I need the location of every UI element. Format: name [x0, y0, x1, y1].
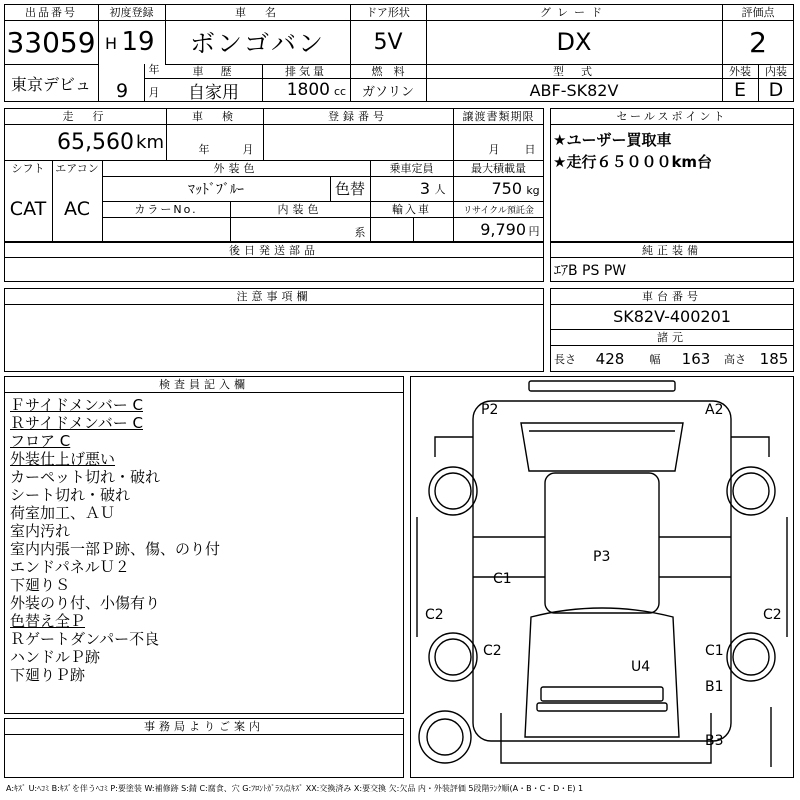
chassis-label: 車台番号	[642, 290, 702, 303]
car-name: ボンゴバン	[189, 29, 325, 58]
mark-a2: A2	[705, 402, 724, 418]
grade-label: グレード	[540, 6, 608, 19]
mark-c2-left: C2	[425, 607, 444, 623]
legend: A:ｷｽﾞ U:ﾍｺﾐ B:ｷｽﾞを伴うﾍｺﾐ P:要塗装 W:補修跡 S:錆 C:腐食、穴 G:ﾌﾛﾝﾄｶﾞﾗｽ点ｷｽﾞ XX:交換済み X:要交換 欠:欠品 内・外装評価 5段階ﾗﾝｸ順(A・B・C・D・E) 1	[6, 783, 584, 793]
spec-label: 諸元	[657, 331, 687, 344]
transfer-month-unit: 月	[488, 143, 500, 156]
color-no-label: カラーNo.	[134, 203, 198, 216]
mark-p2: P2	[481, 402, 499, 418]
door-type: 5V	[373, 29, 403, 55]
note-item: シート切れ・破れ	[10, 486, 131, 504]
width-value: 163	[681, 350, 711, 368]
sales-point-2: ★走行６５０００km台	[553, 152, 713, 171]
fuel: ガソリン	[361, 84, 414, 100]
car-name-label: 車 名	[235, 6, 280, 19]
length-label: 長さ	[554, 353, 576, 366]
model: ABF-SK82V	[529, 80, 619, 100]
transfer-label: 譲渡書類期限	[462, 110, 535, 123]
mark-c1-right: C1	[705, 643, 724, 659]
score-label: 評価点	[741, 6, 775, 19]
first-registration-label: 初度登録	[109, 6, 154, 19]
note-item: カーペット切れ・破れ	[10, 468, 161, 486]
note-item: エンドパネルＵ２	[10, 558, 130, 576]
era: H	[104, 33, 118, 53]
color-label: 外装色	[213, 162, 259, 175]
later-parts-label: 後日発送部品	[229, 243, 319, 257]
interior-color-unit: 系	[354, 226, 366, 239]
ac: AC	[64, 198, 90, 220]
fuel-label: 燃 料	[371, 65, 405, 78]
caution-label: 注意事項欄	[236, 290, 312, 303]
exterior-grade: E	[733, 79, 746, 101]
note-item: 下廻りＳ	[10, 576, 71, 594]
mark-c1-left: C1	[493, 571, 512, 587]
height-value: 185	[759, 350, 789, 368]
door-label: ドア形状	[366, 6, 410, 19]
sales-points-label: セールスポイント	[616, 110, 728, 123]
history: 自家用	[188, 82, 239, 103]
mark-b1: B1	[705, 679, 724, 695]
plate-label: 登録番号	[328, 110, 388, 123]
import-label: 輸入車	[392, 203, 431, 216]
mark-c2-rear: C2	[483, 643, 502, 659]
interior-grade: D	[768, 79, 784, 101]
mileage: 65,560	[57, 129, 134, 155]
shift-label: シフト	[11, 162, 45, 175]
note-item: 外装のり付、小傷有り	[10, 594, 161, 612]
person-unit: 人	[434, 182, 446, 196]
mileage-label: 走 行	[62, 110, 108, 123]
inspector-notes	[10, 396, 400, 684]
interior-label: 内装	[765, 65, 787, 78]
note-item: 室内内張一部Ｐ跡、傷、のり付	[10, 540, 221, 558]
genuine-equipment: ｴｱB PS PW	[554, 263, 627, 279]
office-label: 事務局よりご案内	[144, 720, 264, 733]
repaint-mark: 色替	[334, 180, 365, 198]
recycle-fee: 9,790	[480, 220, 526, 239]
note-item: 下廻りＰ跡	[10, 666, 86, 684]
max-load: 750	[491, 179, 522, 198]
mark-p3: P3	[593, 549, 611, 565]
score: 2	[749, 25, 767, 59]
load-label: 最大積載量	[471, 162, 526, 175]
reg-year: 19	[121, 27, 155, 57]
note-item: フロア C	[10, 432, 71, 450]
note-item: 室内汚れ	[10, 522, 71, 540]
yen-unit: 円	[528, 225, 540, 238]
inspection-label: 車 検	[192, 110, 237, 123]
genuine-label: 純正装備	[642, 243, 702, 257]
van-outline-diagram	[411, 377, 793, 777]
reg-month: 9	[115, 80, 129, 102]
month-unit: 月	[148, 86, 160, 99]
inspector-label: 検査員記入欄	[159, 378, 249, 391]
exterior-color: ﾏｯﾄﾞﾌﾞﾙｰ	[188, 181, 244, 198]
capacity: 3	[419, 179, 430, 198]
chassis-number: SK82V-400201	[613, 307, 731, 326]
width-label: 幅	[649, 353, 661, 366]
sales-point-1: ★ユーザー買取車	[553, 130, 672, 149]
length-value: 428	[595, 350, 625, 368]
mark-u4: U4	[631, 659, 651, 675]
note-item: ハンドルＰ跡	[10, 648, 101, 666]
mark-c2-right: C2	[763, 607, 782, 623]
lot-label: 出品番号	[25, 6, 77, 19]
inspection-year-unit: 年	[198, 143, 210, 156]
year-unit: 年	[148, 63, 160, 76]
model-label: 型 式	[553, 65, 595, 78]
ac-label: エアコン	[55, 162, 99, 175]
grade: DX	[556, 28, 592, 56]
lot-number: 33059	[6, 25, 96, 59]
exterior-label: 外装	[729, 65, 751, 78]
capacity-label: 乗車定員	[389, 162, 434, 175]
shift: CAT	[9, 198, 47, 220]
transfer-day-unit: 日	[524, 143, 536, 156]
displacement: 1800	[286, 80, 330, 100]
note-item: Ｆサイドメンバー C	[10, 396, 143, 414]
venue: 東京デビュ	[10, 74, 91, 94]
km-unit: km	[136, 131, 164, 153]
height-label: 高さ	[724, 353, 746, 366]
interior-color-label: 内装色	[277, 203, 323, 216]
note-item: Ｒゲートダンパー不良	[10, 630, 160, 648]
displacement-label: 排気量	[285, 65, 327, 78]
damage-diagram	[410, 376, 794, 778]
kg-unit: kg	[526, 183, 540, 197]
inspection-month-unit: 月	[242, 143, 254, 156]
recycle-label: リサイクル預託金	[463, 205, 534, 216]
mark-b3: B3	[705, 733, 724, 749]
note-item: 色替え全Ｐ	[10, 612, 86, 630]
note-item: 荷室加工、ＡＵ	[10, 504, 116, 522]
note-item: Ｒサイドメンバー C	[10, 414, 143, 432]
note-item: 外装仕上げ悪い	[10, 450, 116, 468]
cc-unit: cc	[333, 84, 347, 98]
history-label: 車 歴	[192, 65, 235, 78]
